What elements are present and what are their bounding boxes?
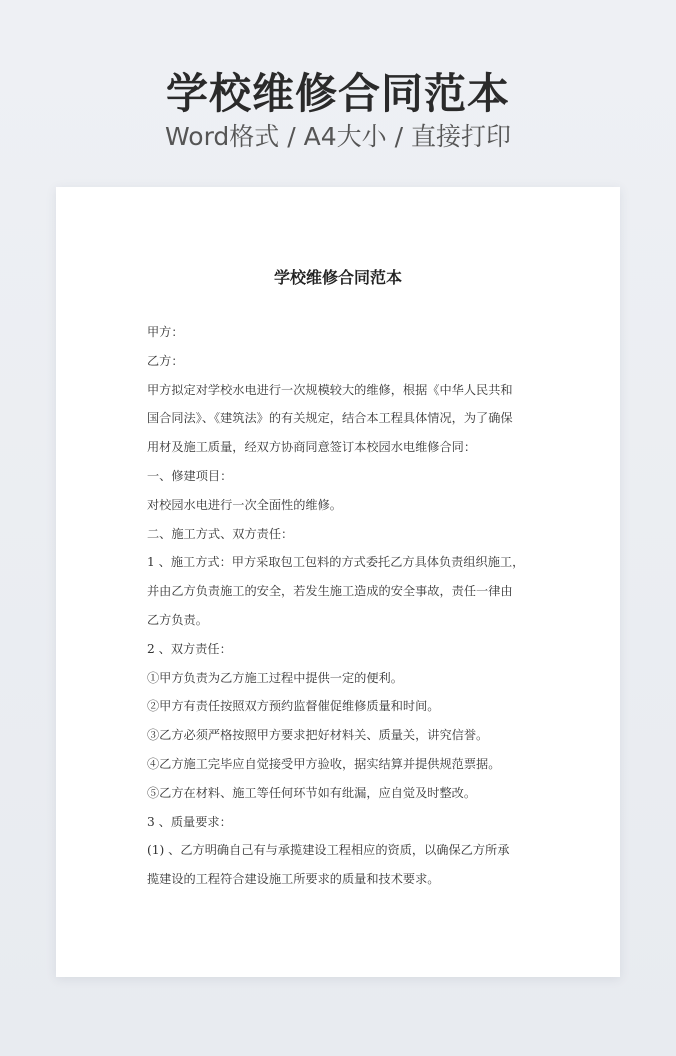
party-a-line: 甲方：	[147, 325, 184, 339]
banner-title: 学校维修合同范本	[165, 69, 510, 118]
paragraph-line: (1) 、乙方明确自己有与承揽建设工程相应的资质，以确保乙方所承	[147, 843, 510, 858]
list-item: ②甲方有责任按照双方预约监督催促维修质量和时间。	[147, 699, 440, 714]
banner-subtitle: Word格式 / A4大小 / 直接打印	[165, 122, 511, 151]
paragraph-line: 并由乙方负责施工的安全，若发生施工造成的安全事故，责任一律由	[147, 584, 513, 599]
document-title: 学校维修合同范本	[273, 268, 402, 287]
list-item: ①甲方负责为乙方施工过程中提供一定的便利。	[147, 670, 403, 685]
section-heading: 一、修建项目：	[147, 468, 233, 483]
paragraph-line: 对校园水电进行一次全面性的维修。	[147, 497, 342, 512]
paragraph-line: 国合同法》、《建筑法》的有关规定，结合本工程具体情况，为了确保	[147, 411, 513, 426]
section-heading: 二、施工方式、双方责任：	[147, 526, 294, 541]
paragraph-line: 1 、施工方式：甲方采取包工包料的方式委托乙方具体负责组织施工，	[147, 555, 525, 570]
document-page	[56, 187, 620, 977]
list-item: ⑤乙方在材料、施工等任何环节如有纰漏，应自觉及时整改。	[147, 785, 477, 800]
section-heading: 3 、质量要求：	[147, 814, 232, 829]
party-b-line: 乙方：	[147, 353, 184, 368]
list-item: ③乙方必须严格按照甲方要求把好材料关、质量关，讲究信誉。	[147, 728, 489, 743]
paragraph-line: 用材及施工质量，经双方协商同意签订本校园水电维修合同：	[147, 440, 477, 455]
paragraph-line: 乙方负责。	[147, 612, 208, 627]
document-body	[147, 318, 547, 894]
section-heading: 2 、双方责任：	[147, 641, 232, 656]
paragraph-line: 甲方拟定对学校水电进行一次规模较大的维修，根据《中华人民共和	[147, 382, 513, 397]
list-item: ④乙方施工完毕应自觉接受甲方验收，据实结算并提供规范票据。	[147, 756, 501, 771]
paragraph-line: 揽建设的工程符合建设施工所要求的质量和技术要求。	[147, 872, 440, 887]
